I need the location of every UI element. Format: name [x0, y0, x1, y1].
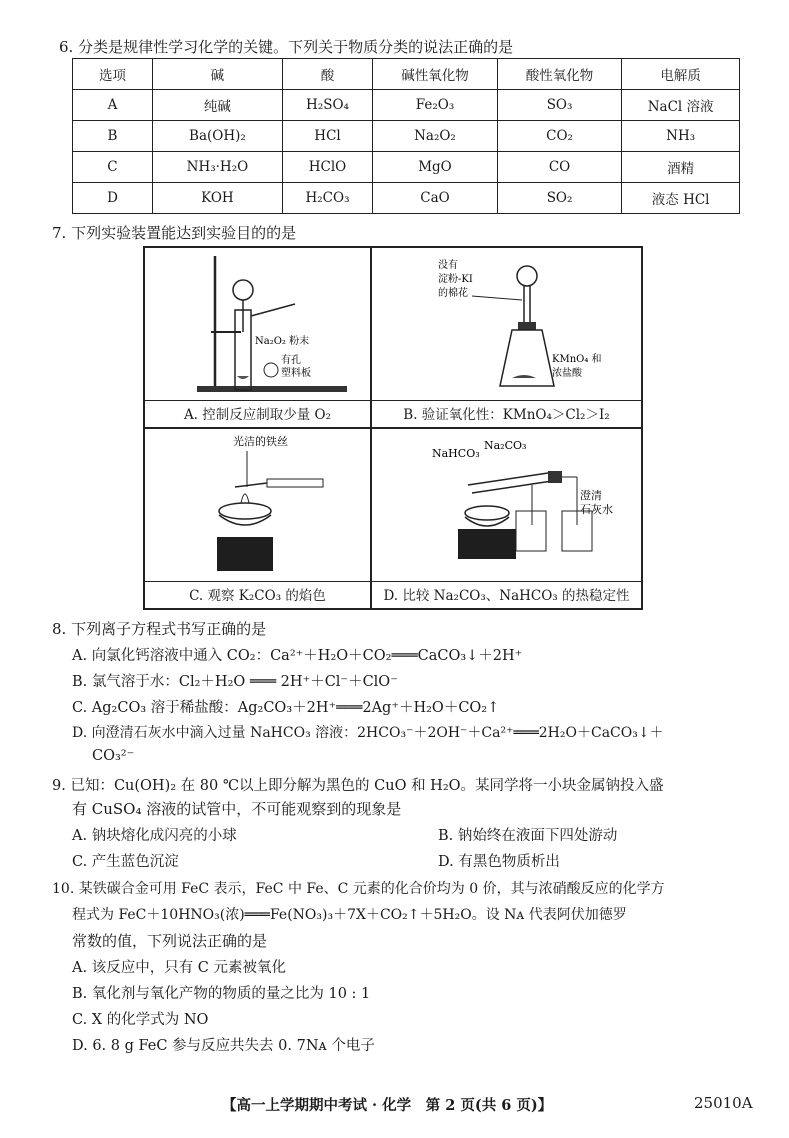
q8-option-d: D. 向澄清石灰水中滴入过量 NaHCO₃ 溶液：2HCO₃⁻＋2OH⁻＋Ca²⁺═══2H₂O＋CaCO₃↓＋	[72, 725, 664, 741]
table-header: 酸性氧化物	[497, 59, 621, 90]
q8-option-c: C. Ag₂CO₃ 溶于稀盐酸：Ag₂CO₃＋2H⁺═══2Ag⁺＋H₂O＋CO₂↑	[72, 700, 500, 716]
caption-d: D. 比较 Na₂CO₃、NaHCO₃ 的热稳定性	[372, 581, 641, 610]
label-na2o2: Na₂O₂ 粉末	[255, 336, 310, 347]
caption-b: B. 验证氧化性：KMnO₄＞Cl₂＞I₂	[372, 400, 641, 429]
q10-stem-line2: 程式为 FeC＋10HNO₃(浓)═══Fe(NO₃)₃＋7X＋CO₂↑＋5H₂O。设 Nᴀ 代表阿伏加德罗	[72, 907, 627, 923]
table-cell: NH₃·H₂O	[152, 152, 282, 183]
table-cell: H₂CO₃	[282, 183, 372, 214]
q10-option-c: C. X 的化学式为 NO	[72, 1012, 209, 1028]
label-nahco3: NaHCO₃	[432, 447, 480, 460]
q10-option-b: B. 氧化剂与氧化产物的物质的量之比为 10 : 1	[72, 986, 371, 1002]
thermal-stability-diagram	[372, 429, 643, 581]
table-cell: A	[73, 90, 153, 121]
table-cell: D	[73, 183, 153, 214]
q9-stem-cont: 有 CuSO₄ 溶液的试管中，不可能观察到的现象是	[72, 800, 402, 818]
table-cell: HClO	[282, 152, 372, 183]
table-cell: CO₂	[497, 121, 621, 152]
panel-b	[371, 247, 642, 428]
caption-a: A. 控制反应制取少量 O₂	[145, 400, 370, 429]
table-cell: NH₃	[622, 121, 740, 152]
label-hcl: 浓盐酸	[552, 368, 582, 379]
table-cell: KOH	[152, 183, 282, 214]
label-na2co3: Na₂CO₃	[484, 439, 527, 452]
q10-stem: 10. 某铁碳合金可用 FeC 表示，FeC 中 Fe、C 元素的化合价均为 0 价，其与浓硝酸反应的化学方	[52, 881, 665, 897]
q6-stem: 6. 分类是规律性学习化学的关键。下列关于物质分类的说法正确的是	[59, 38, 514, 56]
table-cell: Ba(OH)₂	[152, 121, 282, 152]
table-cell: H₂SO₄	[282, 90, 372, 121]
table-cell: 纯碱	[152, 90, 282, 121]
table-cell: SO₃	[497, 90, 621, 121]
table-cell: SO₂	[497, 183, 621, 214]
label-iron-wire: 光洁的铁丝	[233, 435, 288, 448]
q8-stem: 8. 下列离子方程式书写正确的是	[52, 620, 267, 638]
table-cell: 液态 HCl	[622, 183, 740, 214]
table-cell: C	[73, 152, 153, 183]
label-limewater: 石灰水	[580, 503, 613, 516]
q8-option-b: B. 氯气溶于水：Cl₂＋H₂O ═══ 2H⁺＋Cl⁻＋ClO⁻	[72, 674, 398, 690]
q10-option-a: A. 该反应中，只有 C 元素被氧化	[72, 960, 287, 976]
label-cotton: 的棉花	[438, 288, 468, 299]
table-cell: Na₂O₂	[373, 121, 498, 152]
panel-d	[371, 428, 642, 609]
table-header: 碱性氧化物	[373, 59, 498, 90]
table-header-row	[73, 59, 740, 90]
table-row	[73, 121, 740, 152]
label-starch-ki: 淀粉-KI	[438, 274, 473, 285]
table-header: 酸	[282, 59, 372, 90]
table-cell: NaCl 溶液	[622, 90, 740, 121]
oxygen-generator-diagram	[145, 248, 372, 400]
q9-stem: 9. 已知：Cu(OH)₂ 在 80 ℃以上即分解为黑色的 CuO 和 H₂O。某同学将一小块金属钠投入盛	[52, 778, 664, 794]
table-cell: CO	[497, 152, 621, 183]
label-porous: 有孔	[281, 355, 301, 366]
q9-option-a: A. 钠块熔化成闪亮的小球	[72, 828, 237, 844]
table-cell: MgO	[373, 152, 498, 183]
table-cell: HCl	[282, 121, 372, 152]
label-plastic-plate: 塑料板	[281, 368, 311, 379]
panel-c	[144, 428, 371, 609]
table-cell: 酒精	[622, 152, 740, 183]
q9-option-d: D. 有黑色物质析出	[438, 854, 560, 870]
label-wet: 没有	[438, 260, 458, 271]
q9-option-c: C. 产生蓝色沉淀	[72, 854, 179, 870]
q7-stem: 7. 下列实验装置能达到实验目的的是	[52, 224, 297, 242]
caption-c: C. 观察 K₂CO₃ 的焰色	[145, 581, 370, 610]
classification-table	[72, 58, 740, 214]
table-cell: Fe₂O₃	[373, 90, 498, 121]
label-clear: 澄清	[580, 489, 602, 502]
exam-code: 25010A	[694, 1094, 753, 1112]
table-row	[73, 90, 740, 121]
q8-option-a: A. 向氯化钙溶液中通入 CO₂：Ca²⁺＋H₂O＋CO₂═══CaCO₃↓＋2H⁺	[72, 648, 523, 664]
q9-option-b: B. 钠始终在液面下四处游动	[438, 828, 618, 844]
label-kmno4: KMnO₄ 和	[552, 354, 602, 365]
table-row	[73, 183, 740, 214]
panel-a	[144, 247, 371, 428]
oxidation-diagram	[372, 248, 643, 400]
table-cell: B	[73, 121, 153, 152]
q8-option-d-cont: CO₃²⁻	[92, 748, 135, 764]
flame-test-diagram	[145, 429, 372, 581]
page-footer: 【高一上学期期中考试 · 化学 第 2 页(共 6 页)】	[222, 1097, 553, 1114]
q10-option-d: D. 6. 8 g FeC 参与反应共失去 0. 7Nᴀ 个电子	[72, 1038, 375, 1054]
table-header: 碱	[152, 59, 282, 90]
q10-stem-line3: 常数的值，下列说法正确的是	[72, 932, 268, 950]
table-header: 选项	[73, 59, 153, 90]
table-cell: CaO	[373, 183, 498, 214]
table-row	[73, 152, 740, 183]
table-header: 电解质	[622, 59, 740, 90]
apparatus-grid	[143, 246, 643, 610]
